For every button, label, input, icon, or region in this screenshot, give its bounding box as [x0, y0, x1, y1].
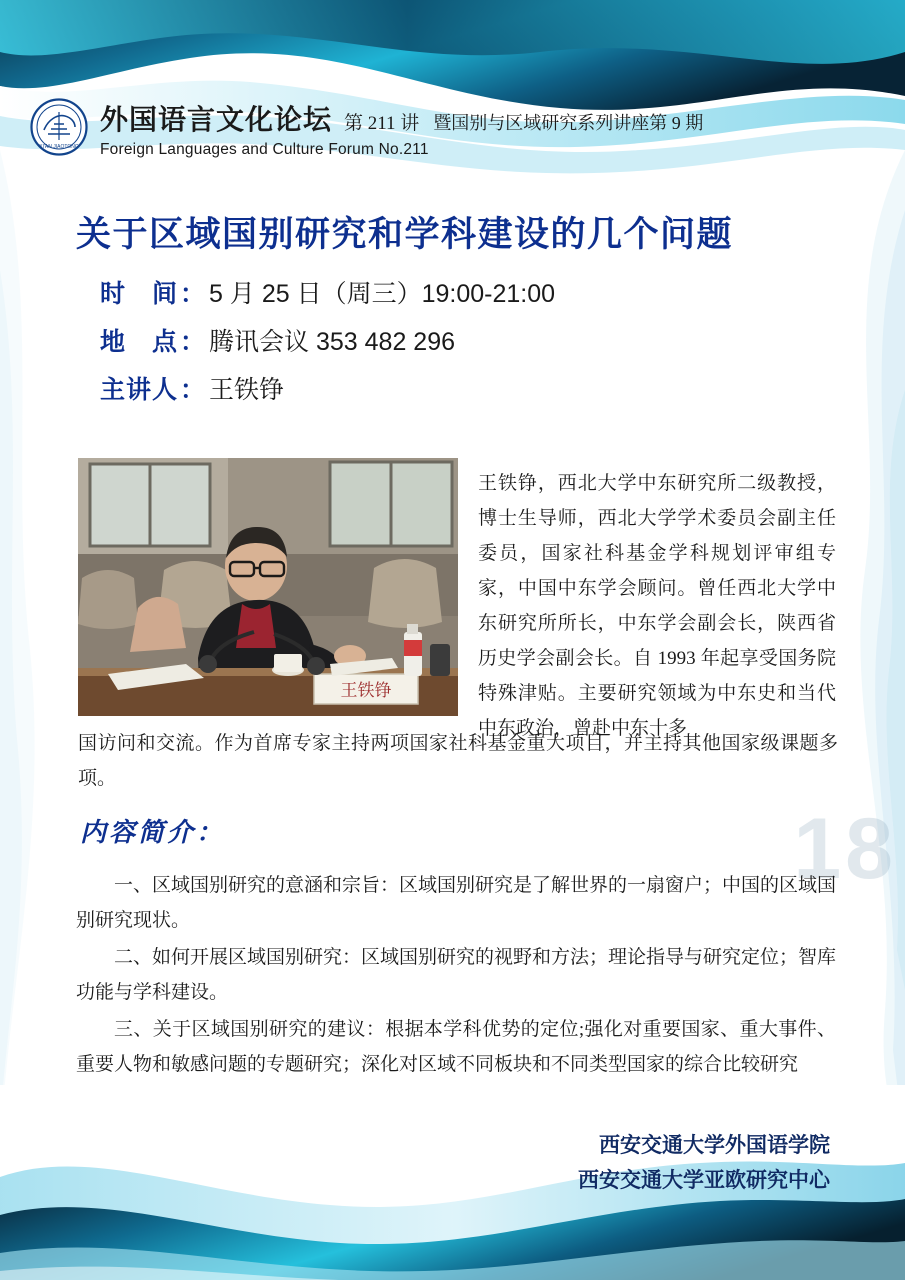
abstract-paragraph-1: 一、区域国别研究的意涵和宗旨：区域国别研究是了解世界的一扇窗户；中国的区域国别研究现状。	[76, 875, 837, 931]
header-line-chinese	[100, 98, 703, 138]
abstract-paragraph-2: 二、如何开展区域国别研究：区域国别研究的视野和方法；理论指导与研究定位；智库功能与学科建设。	[76, 947, 837, 1003]
abstract-body	[76, 868, 836, 1084]
svg-text:XI'AN JIAOTONG: XI'AN JIAOTONG	[39, 144, 79, 150]
forum-session-number: 第 211 讲	[344, 113, 420, 134]
speaker-bio-tail: 国访问和交流。作为首席专家主持两项国家社科基金重大项目，并主持其他国家级课题多项。	[78, 733, 838, 789]
info-value-speaker: 王铁铮	[209, 376, 285, 404]
info-label-location: 地 点	[100, 328, 179, 356]
info-colon-time: ：	[180, 281, 206, 308]
info-colon-speaker: ：	[180, 377, 206, 404]
info-value-time: 5 月 25 日（周三）19:00-21:00	[209, 280, 556, 308]
forum-series-label: 暨国别与区域研究系列讲座第 9 期	[433, 113, 704, 133]
event-info-block	[100, 274, 840, 418]
logo-svg	[30, 98, 88, 156]
abstract-paragraph-3: 三、关于区域国别研究的建议：根据本学科优势的定位;强化对重要国家、重大事件、重要人物和敏感问题的专题研究；深化对区域不同板块和不同类型国家的综合比较研究	[76, 1019, 836, 1075]
info-colon-location: ：	[180, 329, 206, 356]
forum-title-en: Foreign Languages and Culture Forum No.211	[100, 141, 429, 158]
info-value-location: 腾讯会议 353 482 296	[209, 328, 456, 356]
speaker-photo	[78, 458, 458, 716]
info-row-speaker	[100, 370, 840, 406]
watermark-number: 18	[793, 801, 897, 897]
xjtu-university-seal-logo	[30, 98, 88, 156]
poster-header	[30, 96, 830, 168]
forum-title-cn: 外国语言文化论坛	[100, 105, 333, 136]
speaker-photo-svg	[78, 458, 458, 716]
info-label-time: 时 间	[100, 280, 179, 308]
header-text-group	[100, 96, 703, 159]
speaker-bio-column: 王铁铮，西北大学中东研究所二级教授，博士生导师，西北大学学术委员会副主任委员，国家社科基金学科规划评审组专家，中国中东学会顾问。曾任西北大学中东研究所所长，中东学会副会长，陕西省历史学会副会长。自 1993 年起享受国务院特殊津贴。主要研究领域为中东史和当代中东政治，曾赴中东十多	[478, 473, 836, 739]
page-title: 关于区域国别研究和学科建设的几个问题	[76, 215, 734, 254]
info-row-location	[100, 322, 840, 358]
svg-text:王铁铮: 王铁铮	[340, 681, 392, 700]
organizer-footer	[0, 1128, 830, 1198]
info-label-speaker: 主讲人	[100, 376, 179, 404]
organizer-line-2: 西安交通大学亚欧研究中心	[578, 1168, 830, 1192]
abstract-heading: 内容简介：	[80, 818, 226, 847]
info-row-time	[100, 274, 840, 310]
organizer-line-1: 西安交通大学外国语学院	[599, 1133, 830, 1157]
